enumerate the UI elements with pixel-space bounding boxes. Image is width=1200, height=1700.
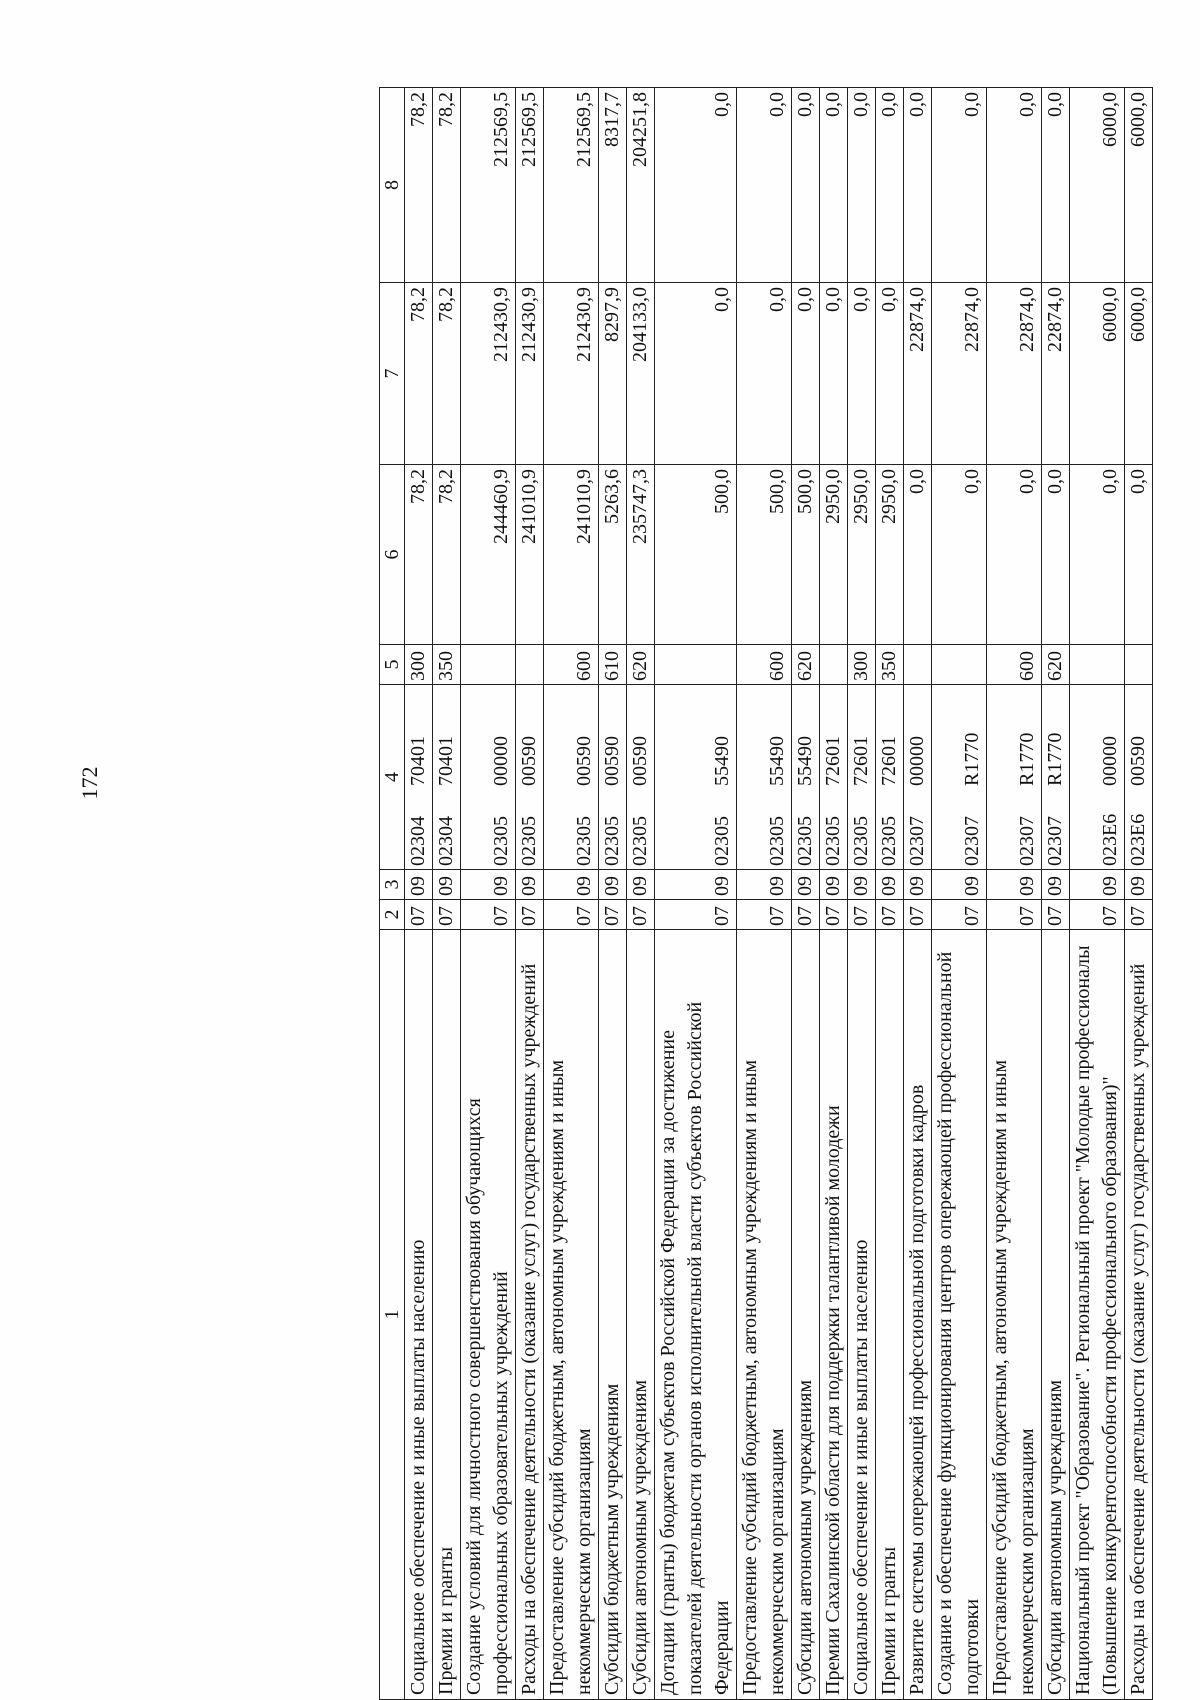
direction-code: 00000	[490, 736, 512, 786]
section-code: 07	[737, 900, 792, 930]
amount-col-6: 2950,0	[876, 465, 904, 645]
program-code: 023Е6	[1127, 813, 1149, 866]
section-code: 07	[820, 900, 848, 930]
target-article-code	[987, 685, 1042, 870]
expense-type-code: 610	[599, 645, 627, 685]
header-col-5: 5	[380, 645, 405, 685]
subsection-code: 09	[627, 870, 655, 900]
expense-type-code	[461, 645, 516, 685]
amount-col-6: 0,0	[1070, 465, 1125, 645]
section-code: 07	[461, 900, 516, 930]
table-row	[737, 88, 792, 1700]
row-name: Создание и обеспечение функционирования центров опережающей профессиональной подготовки	[932, 930, 987, 1700]
expense-type-code: 620	[1042, 645, 1070, 685]
target-article-code	[433, 685, 461, 870]
amount-col-7: 0,0	[655, 283, 737, 465]
row-name: Социальное обеспечение и иные выплаты населению	[405, 930, 433, 1700]
section-code: 07	[405, 900, 433, 930]
target-article-code	[932, 685, 987, 870]
expense-type-code	[820, 645, 848, 685]
section-code: 07	[876, 900, 904, 930]
table-row	[627, 88, 655, 1700]
program-code: 02307	[906, 816, 928, 866]
table-row	[1070, 88, 1125, 1700]
row-name: Премии и гранты	[433, 930, 461, 1700]
row-name: Предоставление субсидий бюджетным, автономным учреждениям и иным некоммерческим организациям	[987, 930, 1042, 1700]
amount-col-8: 212569,5	[461, 88, 516, 283]
subsection-code: 09	[737, 870, 792, 900]
direction-code: 55490	[711, 736, 733, 786]
table-row	[516, 88, 544, 1700]
table-row	[1125, 88, 1153, 1700]
table-row	[544, 88, 599, 1700]
amount-col-7: 6000,0	[1070, 283, 1125, 465]
amount-col-6: 235747,3	[627, 465, 655, 645]
subsection-code: 09	[599, 870, 627, 900]
target-article-code	[461, 685, 516, 870]
expense-type-code: 600	[987, 645, 1042, 685]
expense-type-code	[655, 645, 737, 685]
amount-col-8: 0,0	[932, 88, 987, 283]
target-article-code	[516, 685, 544, 870]
amount-col-7: 22874,0	[1042, 283, 1070, 465]
amount-col-8: 6000,0	[1125, 88, 1153, 283]
program-code: 02305	[573, 816, 595, 866]
amount-col-8: 6000,0	[1070, 88, 1125, 283]
expense-type-code: 620	[627, 645, 655, 685]
row-name: Дотации (гранты) бюджетам субъектов Российской Федерации за достижение показателей деятельности органов исполнительной власти субъектов Российской Федерации	[655, 930, 737, 1700]
amount-col-6: 500,0	[737, 465, 792, 645]
direction-code: 55490	[794, 736, 816, 786]
direction-code: 00590	[629, 736, 651, 786]
subsection-code: 09	[544, 870, 599, 900]
amount-col-6: 5263,6	[599, 465, 627, 645]
target-article-code	[848, 685, 876, 870]
amount-col-8: 0,0	[876, 88, 904, 283]
subsection-code: 09	[655, 870, 737, 900]
table-row	[405, 88, 433, 1700]
subsection-code: 09	[987, 870, 1042, 900]
subsection-code: 09	[904, 870, 932, 900]
amount-col-6: 78,2	[405, 465, 433, 645]
table-row	[599, 88, 627, 1700]
program-code: 02305	[878, 816, 900, 866]
expense-type-code: 620	[792, 645, 820, 685]
amount-col-6: 500,0	[655, 465, 737, 645]
direction-code: R1770	[961, 732, 983, 786]
program-code: 02305	[711, 816, 733, 866]
subsection-code: 09	[1125, 870, 1153, 900]
target-article-code	[1070, 685, 1125, 870]
header-col-4: 4	[380, 685, 405, 870]
target-article-code	[792, 685, 820, 870]
direction-code: 00000	[1099, 736, 1121, 786]
section-code: 07	[599, 900, 627, 930]
expense-type-code: 350	[876, 645, 904, 685]
amount-col-6: 244460,9	[461, 465, 516, 645]
amount-col-7: 204133,0	[627, 283, 655, 465]
program-code: 02304	[435, 816, 457, 866]
target-article-code	[544, 685, 599, 870]
amount-col-7: 22874,0	[987, 283, 1042, 465]
direction-code: 00590	[573, 736, 595, 786]
amount-col-7: 0,0	[876, 283, 904, 465]
header-col-8: 8	[380, 88, 405, 283]
amount-col-6: 500,0	[792, 465, 820, 645]
program-code: 02307	[961, 816, 983, 866]
table-row	[848, 88, 876, 1700]
subsection-code: 09	[516, 870, 544, 900]
header-col-6: 6	[380, 465, 405, 645]
table-row	[876, 88, 904, 1700]
amount-col-8: 78,2	[433, 88, 461, 283]
direction-code: 00590	[518, 736, 540, 786]
amount-col-8: 78,2	[405, 88, 433, 283]
target-article-code	[599, 685, 627, 870]
amount-col-8: 0,0	[904, 88, 932, 283]
target-article-code	[1125, 685, 1153, 870]
section-code: 07	[1125, 900, 1153, 930]
amount-col-6: 2950,0	[820, 465, 848, 645]
header-col-7: 7	[380, 283, 405, 465]
expense-type-code	[1070, 645, 1125, 685]
table-row	[820, 88, 848, 1700]
amount-col-8: 0,0	[737, 88, 792, 283]
subsection-code: 09	[820, 870, 848, 900]
amount-col-7: 78,2	[405, 283, 433, 465]
amount-col-6: 241010,9	[544, 465, 599, 645]
amount-col-6: 0,0	[1042, 465, 1070, 645]
amount-col-8: 0,0	[792, 88, 820, 283]
amount-col-7: 78,2	[433, 283, 461, 465]
program-code: 02307	[1044, 816, 1066, 866]
amount-col-7: 6000,0	[1125, 283, 1153, 465]
subsection-code: 09	[405, 870, 433, 900]
direction-code: 00590	[1127, 736, 1149, 786]
row-name: Расходы на обеспечение деятельности (оказание услуг) государственных учреждений	[516, 930, 544, 1700]
target-article-code	[655, 685, 737, 870]
amount-col-6: 0,0	[1125, 465, 1153, 645]
program-code: 02305	[822, 816, 844, 866]
expense-type-code: 350	[433, 645, 461, 685]
table-row	[1042, 88, 1070, 1700]
table-row	[932, 88, 987, 1700]
target-article-code	[1042, 685, 1070, 870]
program-code: 02305	[850, 816, 872, 866]
program-code: 02307	[1016, 816, 1038, 866]
program-code: 02305	[518, 816, 540, 866]
amount-col-6: 0,0	[987, 465, 1042, 645]
amount-col-8: 212569,5	[516, 88, 544, 283]
section-code: 07	[848, 900, 876, 930]
amount-col-8: 0,0	[848, 88, 876, 283]
direction-code: 70401	[407, 736, 429, 786]
expense-type-code	[1125, 645, 1153, 685]
section-code: 07	[627, 900, 655, 930]
header-row	[380, 88, 405, 1700]
direction-code: 72601	[878, 736, 900, 786]
row-name: Развитие системы опережающей профессиональной подготовки кадров	[904, 930, 932, 1700]
row-name: Создание условий для личностного совершенствования обучающихся профессиональных образовательных учреждений	[461, 930, 516, 1700]
section-code: 07	[987, 900, 1042, 930]
amount-col-8: 204251,8	[627, 88, 655, 283]
section-code: 07	[516, 900, 544, 930]
target-article-code	[405, 685, 433, 870]
target-article-code	[627, 685, 655, 870]
table-row	[792, 88, 820, 1700]
direction-code: 55490	[766, 736, 788, 786]
subsection-code: 09	[848, 870, 876, 900]
direction-code: 00000	[906, 736, 928, 786]
row-name: Премии и гранты	[876, 930, 904, 1700]
table-row	[655, 88, 737, 1700]
direction-code: R1770	[1044, 732, 1066, 786]
amount-col-7: 212430,9	[461, 283, 516, 465]
amount-col-6: 2950,0	[848, 465, 876, 645]
header-col-1: 1	[380, 930, 405, 1700]
target-article-code	[820, 685, 848, 870]
amount-col-6: 0,0	[932, 465, 987, 645]
row-name: Субсидии автономным учреждениям	[627, 930, 655, 1700]
amount-col-7: 212430,9	[544, 283, 599, 465]
page-number: 172	[77, 766, 102, 800]
program-code: 02305	[601, 816, 623, 866]
table-row	[987, 88, 1042, 1700]
expense-type-code: 600	[544, 645, 599, 685]
section-code: 07	[433, 900, 461, 930]
section-code: 07	[655, 900, 737, 930]
amount-col-7: 0,0	[737, 283, 792, 465]
amount-col-6: 78,2	[433, 465, 461, 645]
amount-col-8: 0,0	[1042, 88, 1070, 283]
amount-col-7: 8297,9	[599, 283, 627, 465]
subsection-code: 09	[461, 870, 516, 900]
amount-col-6: 0,0	[904, 465, 932, 645]
header-col-2: 2	[380, 900, 405, 930]
program-code: 02305	[766, 816, 788, 866]
amount-col-8: 8317,7	[599, 88, 627, 283]
amount-col-7: 212430,9	[516, 283, 544, 465]
program-code: 02305	[490, 816, 512, 866]
amount-col-7: 22874,0	[904, 283, 932, 465]
amount-col-8: 0,0	[987, 88, 1042, 283]
row-name: Социальное обеспечение и иные выплаты населению	[848, 930, 876, 1700]
subsection-code: 09	[792, 870, 820, 900]
section-code: 07	[792, 900, 820, 930]
row-name: Субсидии бюджетным учреждениям	[599, 930, 627, 1700]
section-code: 07	[904, 900, 932, 930]
row-name: Предоставление субсидий бюджетным, автономным учреждениям и иным некоммерческим организациям	[544, 930, 599, 1700]
program-code: 02305	[794, 816, 816, 866]
expense-type-code: 300	[405, 645, 433, 685]
subsection-code: 09	[876, 870, 904, 900]
section-code: 07	[1070, 900, 1125, 930]
direction-code: 00590	[601, 736, 623, 786]
expense-type-code	[904, 645, 932, 685]
expense-type-code	[516, 645, 544, 685]
budget-table-rotated	[379, 88, 1149, 1700]
amount-col-7: 22874,0	[932, 283, 987, 465]
amount-col-8: 212569,5	[544, 88, 599, 283]
program-code: 023Е6	[1099, 813, 1121, 866]
program-code: 02305	[629, 816, 651, 866]
table-row	[433, 88, 461, 1700]
row-name: Расходы на обеспечение деятельности (оказание услуг) государственных учреждений	[1125, 930, 1153, 1700]
section-code: 07	[1042, 900, 1070, 930]
target-article-code	[876, 685, 904, 870]
subsection-code: 09	[433, 870, 461, 900]
target-article-code	[737, 685, 792, 870]
amount-col-8: 0,0	[820, 88, 848, 283]
header-col-3: 3	[380, 870, 405, 900]
direction-code: 72601	[822, 736, 844, 786]
subsection-code: 09	[932, 870, 987, 900]
subsection-code: 09	[1042, 870, 1070, 900]
table-row	[904, 88, 932, 1700]
expense-type-code: 600	[737, 645, 792, 685]
direction-code: R1770	[1016, 732, 1038, 786]
row-name: Субсидии автономным учреждениям	[1042, 930, 1070, 1700]
direction-code: 72601	[850, 736, 872, 786]
row-name: Субсидии автономным учреждениям	[792, 930, 820, 1700]
amount-col-6: 241010,9	[516, 465, 544, 645]
program-code: 02304	[407, 816, 429, 866]
budget-table	[379, 87, 1153, 1700]
amount-col-7: 0,0	[820, 283, 848, 465]
expense-type-code	[932, 645, 987, 685]
subsection-code: 09	[1070, 870, 1125, 900]
amount-col-7: 0,0	[848, 283, 876, 465]
amount-col-8: 0,0	[655, 88, 737, 283]
expense-type-code: 300	[848, 645, 876, 685]
section-code: 07	[544, 900, 599, 930]
amount-col-7: 0,0	[792, 283, 820, 465]
row-name: Национальный проект "Образование". Региональный проект "Молодые профессионалы (Повышение конкурентоспособности профессионального образования)"	[1070, 930, 1125, 1700]
table-row	[461, 88, 516, 1700]
target-article-code	[904, 685, 932, 870]
section-code: 07	[932, 900, 987, 930]
row-name: Премии Сахалинской области для поддержки талантливой молодежи	[820, 930, 848, 1700]
row-name: Предоставление субсидий бюджетным, автономным учреждениям и иным некоммерческим организациям	[737, 930, 792, 1700]
direction-code: 70401	[435, 736, 457, 786]
